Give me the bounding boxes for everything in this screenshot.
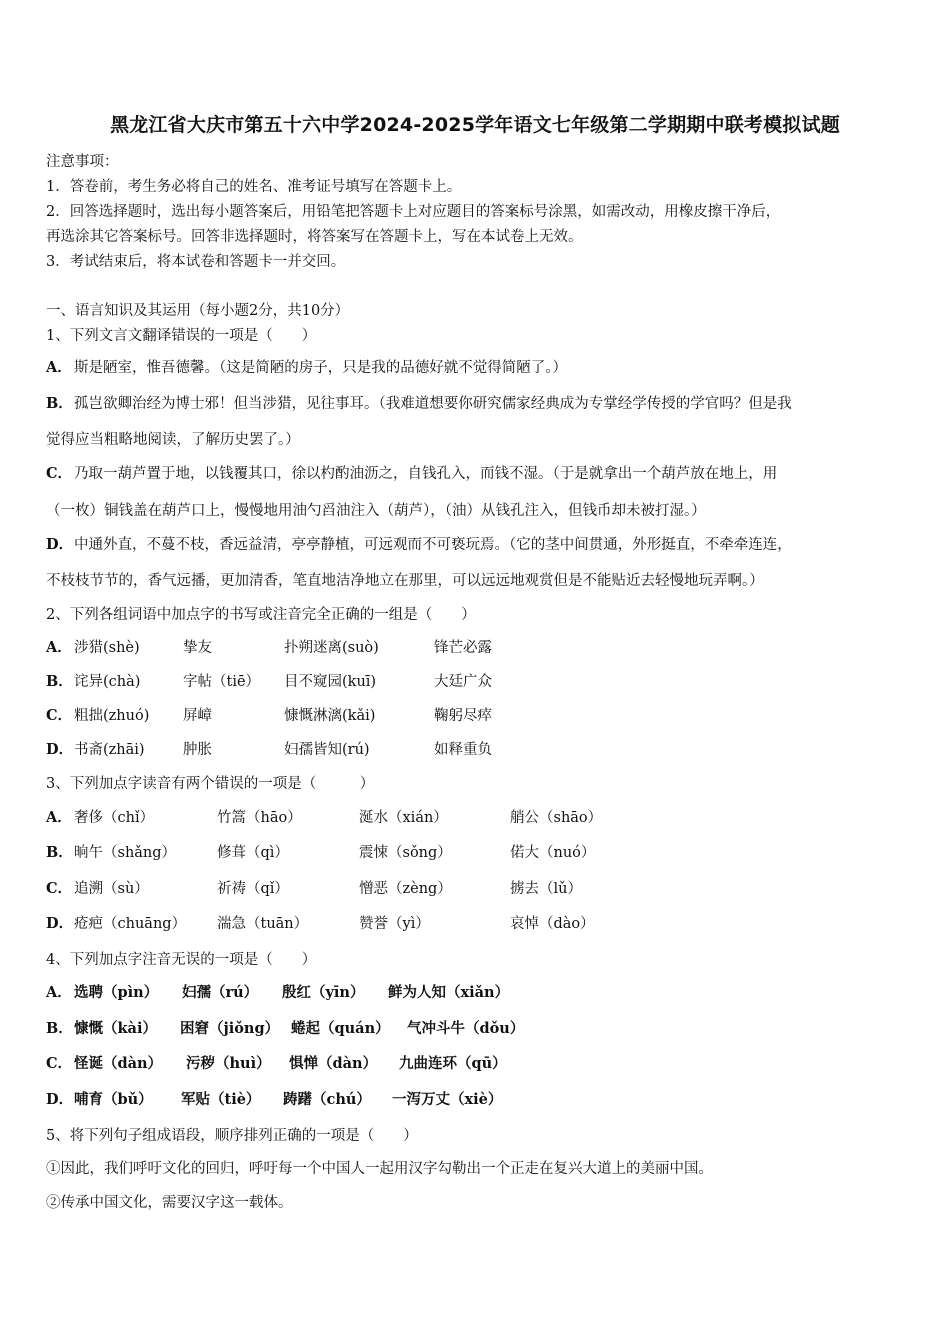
option-cell: 追溯（sù） — [74, 881, 149, 897]
notice-item: 2．回答选择题时，选出每小题答案后，用铅笔把答题卡上对应题目的答案标号涂黑，如需改动，用橡皮擦干净后， — [46, 204, 781, 220]
option-cell: 九曲连环（qū） — [399, 1055, 507, 1072]
option-label: C． — [46, 465, 73, 482]
option-cell: 鞠躬尽瘁 — [434, 708, 492, 724]
option-cell: 掳去（lǔ） — [510, 881, 582, 897]
option-cell: 如释重负 — [434, 742, 492, 758]
option-text: 中通外直，不蔓不枝，香远益清，亭亭静植，可远观而不可亵玩焉。（它的茎中间贯通，外形挺直，不牵牵连连， — [74, 537, 792, 553]
option-cell: 大廷广众 — [434, 674, 492, 690]
option-cell: 慷慨淋漓(kǎi) — [284, 708, 376, 724]
option-text: 斯是陋室，惟吾德馨。（这是简陋的房子，只是我的品德好就不觉得简陋了。） — [74, 360, 567, 376]
option-cell: 踌躇（chú） — [283, 1091, 371, 1108]
option-cell: 诧异(chà) — [74, 674, 141, 690]
option-cell: 气冲斗牛（dǒu） — [407, 1020, 525, 1037]
q1-option-c — [46, 464, 777, 484]
option-cell: 粗拙(zhuó) — [74, 708, 150, 724]
notice-item: 1．答卷前，考生务必将自己的姓名、准考证号填写在答题卡上。 — [46, 179, 462, 195]
section-heading: 一、语言知识及其运用（每小题2分，共10分） — [46, 303, 350, 319]
q1-option-d — [46, 535, 792, 555]
option-label: C． — [46, 707, 73, 724]
notice-item: 再选涂其它答案标号。回答非选择题时，将答案写在答题卡上，写在本试卷上无效。 — [46, 229, 583, 245]
option-cell: 惧惮（dàn） — [289, 1055, 378, 1072]
option-label: D． — [46, 741, 74, 758]
option-cell: 竹篙（hāo） — [217, 810, 302, 826]
option-text: 乃取一葫芦置于地，以钱覆其口，徐以杓酌油沥之，自钱孔入，而钱不湿。（于是就拿出一个葫芦放在地上，用 — [74, 466, 778, 482]
q5-sentence: ①因此，我们呼吁文化的回归，呼吁每一个中国人一起用汉字勾勒出一个正走在复兴大道上的美丽中国。 — [46, 1161, 713, 1177]
option-label: D． — [46, 915, 74, 932]
option-cell: 殷红（yīn） — [282, 984, 365, 1001]
option-cell: 困窘（jiǒng） — [180, 1020, 280, 1037]
option-cell: 慷慨（kài） — [74, 1020, 157, 1037]
option-label: B． — [46, 844, 73, 861]
option-label: D． — [46, 536, 74, 553]
option-label: A． — [46, 639, 72, 656]
option-cell: 军贴（tiè） — [181, 1091, 261, 1108]
option-cell: 哀悼（dào） — [510, 916, 595, 932]
q1-option-b — [46, 394, 792, 414]
option-cell: 一泻万丈（xiè） — [392, 1091, 503, 1108]
option-label: C． — [46, 1055, 73, 1072]
page-title: 黑龙江省大庆市第五十六中学2024-2025学年语文七年级第二学期期中联考模拟试题 — [110, 114, 840, 136]
option-cell: 祈祷（qǐ） — [217, 881, 289, 897]
option-cell: 哺育（bǔ） — [74, 1091, 153, 1108]
option-cell: 污秽（huì） — [186, 1055, 271, 1072]
option-cell: 修葺（qì） — [217, 845, 289, 861]
option-cell: 涉猎(shè) — [74, 640, 140, 656]
option-cell: 选聘（pìn） — [74, 984, 159, 1001]
option-cell: 艄公（shāo） — [510, 810, 603, 826]
option-label: B． — [46, 395, 73, 412]
option-cell: 怪诞（dàn） — [74, 1055, 163, 1072]
q1-option-d-cont: 不枝枝节节的，香气远播，更加清香，笔直地洁净地立在那里，可以远远地观赏但是不能贴近去轻慢地玩弄啊。） — [46, 573, 764, 589]
notice-item: 3．考试结束后，将本试卷和答题卡一并交回。 — [46, 254, 346, 270]
option-cell: 疮疤（chuāng） — [74, 916, 187, 932]
option-cell: 震悚（sǒng） — [359, 845, 452, 861]
option-cell: 扑朔迷离(suò) — [284, 640, 379, 656]
option-text: 孤岂欲卿治经为博士邪！但当涉猎，见往事耳。（我难道想要你研究儒家经典成为专掌经学传授的学官吗？但是我 — [74, 396, 792, 412]
option-cell: 妇孺（rú） — [182, 984, 259, 1001]
option-label: D． — [46, 1091, 74, 1108]
option-cell: 肿胀 — [183, 742, 212, 758]
question-4-stem: 4、下列加点字注音无误的一项是（ ） — [46, 952, 317, 968]
option-cell: 挚友 — [183, 640, 212, 656]
q1-option-a — [46, 358, 567, 378]
option-label: A． — [46, 809, 72, 826]
option-cell: 偌大（nuó） — [510, 845, 596, 861]
question-3-stem: 3、下列加点字读音有两个错误的一项是（ ） — [46, 776, 375, 792]
q5-sentence: ②传承中国文化，需要汉字这一载体。 — [46, 1195, 293, 1211]
option-cell: 涎水（xián） — [359, 810, 448, 826]
option-cell: 妇孺皆知(rú) — [284, 742, 370, 758]
question-1-stem: 1、下列文言文翻译错误的一项是（ ） — [46, 328, 317, 344]
option-label: A． — [46, 984, 72, 1001]
option-label: B． — [46, 1020, 73, 1037]
option-cell: 蜷起（quán） — [291, 1020, 390, 1037]
q1-option-c-cont: （一枚）铜钱盖在葫芦口上，慢慢地用油勺舀油注入（葫芦），（油）从钱孔注入，但钱币却未被打湿。） — [46, 503, 706, 519]
question-5-stem: 5、将下列句子组成语段，顺序排列正确的一项是（ ） — [46, 1128, 418, 1144]
option-label: B． — [46, 673, 73, 690]
option-cell: 目不窥园(kuī) — [284, 674, 377, 690]
option-cell: 晌午（shǎng） — [74, 845, 177, 861]
q1-option-b-cont: 觉得应当粗略地阅读，了解历史罢了。） — [46, 432, 300, 448]
option-cell: 憎恶（zèng） — [359, 881, 452, 897]
option-cell: 锋芒必露 — [434, 640, 492, 656]
option-label: A． — [46, 359, 72, 376]
notice-heading: 注意事项： — [46, 154, 119, 170]
option-cell: 鲜为人知（xiǎn） — [388, 984, 510, 1001]
option-cell: 书斋(zhāi) — [74, 742, 145, 758]
option-cell: 赞誉（yì） — [359, 916, 430, 932]
option-label: C． — [46, 880, 73, 897]
option-cell: 奢侈（chǐ） — [74, 810, 155, 826]
question-2-stem: 2、下列各组词语中加点字的书写或注音完全正确的一组是（ ） — [46, 607, 476, 623]
option-cell: 字帖（tiē） — [183, 674, 261, 690]
option-cell: 屏嶂 — [183, 708, 212, 724]
option-cell: 湍急（tuān） — [217, 916, 309, 932]
